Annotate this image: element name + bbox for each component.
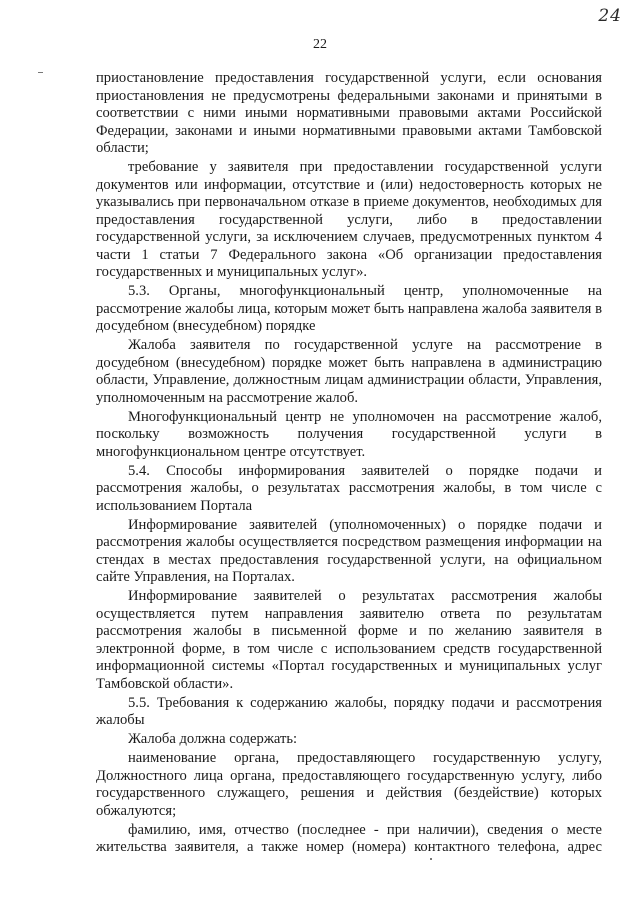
page-number: 22 — [313, 37, 327, 52]
paragraph: Информирование заявителей о результатах рассмотрения жалобы осуществляется путем направления заявителю ответа по результатам рассмотрения жалобы в письменной форме и по желанию заявителя в электронной форме, в том числе с использованием средств государственной информационной системы «Портал государственных и муниципальных услуг Тамбовской области». — [96, 588, 602, 692]
section-heading: 5.5. Требования к содержанию жалобы, порядку подачи и рассмотрения жалобы — [96, 694, 602, 728]
paragraph: Многофункциональный центр не уполномочен на рассмотрение жалоб, поскольку возможность получения государственной услуги в многофункциональном центре отсутствует. — [96, 408, 602, 460]
handwritten-page-mark: 24 — [598, 6, 622, 26]
section-heading: 5.3. Органы, многофункциональный центр, уполномоченные на рассмотрение жалобы лица, которым может быть направлена жалоба заявителя в досудебном (внесудебном) порядке — [96, 283, 602, 334]
section-heading: 5.4. Способы информирования заявителей о порядке подачи и рассмотрения жалобы, о результатах рассмотрения жалобы, в том числе с использованием Портала — [96, 462, 602, 514]
paragraph: Жалоба заявителя по государственной услуге на рассмотрение в досудебном (внесудебном) порядке может быть направлена в администрацию области, Управление, должностным лицам администрации области, Управления, уполномоченным на рассмотрение жалоб. — [96, 337, 602, 406]
paragraph: Информирование заявителей (уполномоченных) о порядке подачи и рассмотрения жалобы осуществляется посредством размещения информации на стендах в местах предоставления государственной услуги, на официальном сайте Управления, на Порталах. — [96, 516, 602, 585]
scan-speck — [38, 72, 43, 73]
paragraph: Жалоба должна содержать: — [128, 731, 298, 747]
paragraph: приостановление предоставления государственной услуги, если основания приостановления не предусмотрены федеральными законами и принятыми в соответствии с ними иными нормативными правовыми актами Российской Федерации, законами и иными нормативными правовыми актами Тамбовской области; — [96, 70, 602, 156]
paragraph: требование у заявителя при предоставлении государственной услуги документов или информации, отсутствие и (или) недостоверность которых не указывались при первоначальном отказе в приеме документов, необходимых для предоставления государственной услуги, либо в предоставлении государственной услуги, за исключением случаев, предусмотренных пунктом 4 части 1 статьи 7 Федерального закона «Об организации предоставления государственных и муниципальных услуг». — [96, 159, 602, 280]
document-body — [96, 70, 602, 857]
scan-speck — [430, 858, 432, 860]
paragraph: наименование органа, предоставляющего государственную услугу, Должностного лица органа, предоставляющего государственную услугу, либо государственного служащего, решения и действия (бездействие) которых обжалуются; — [96, 750, 602, 819]
paragraph: фамилию, имя, отчество (последнее - при наличии), сведения о месте жительства заявителя, а также номер (номера) контактного телефона, адрес — [96, 821, 602, 855]
